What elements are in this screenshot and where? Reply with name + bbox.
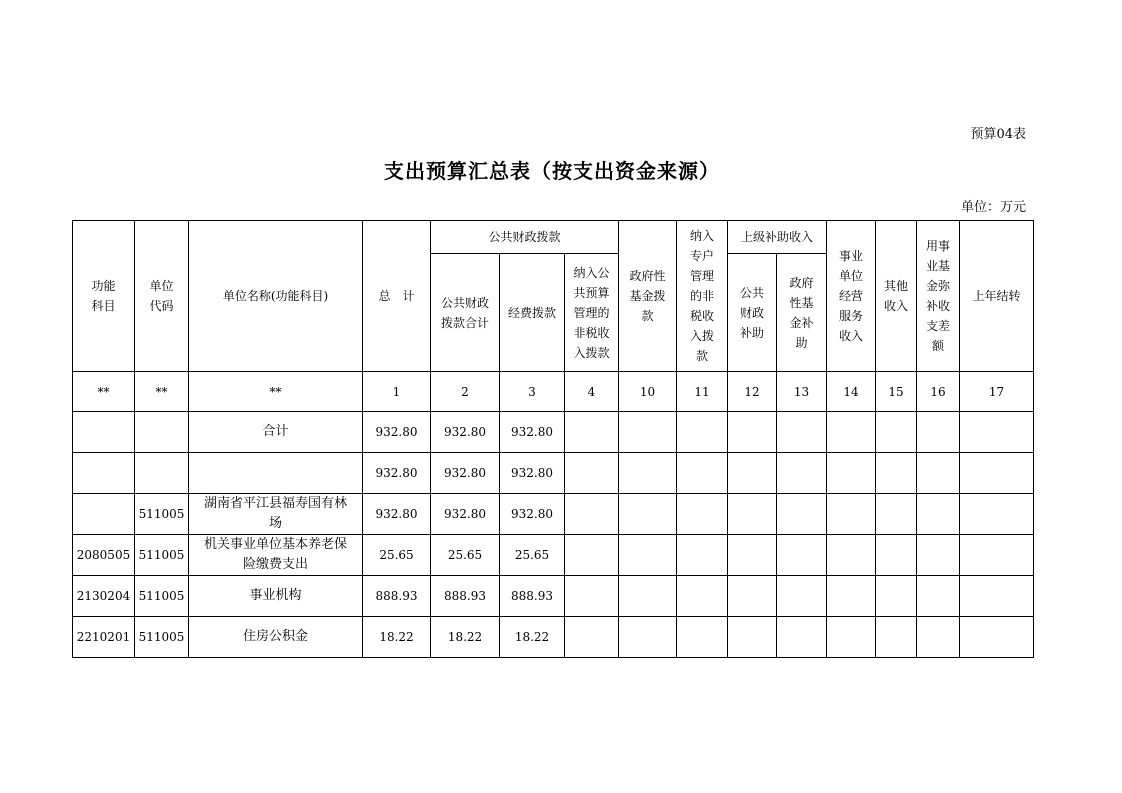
cell-code: 511005 — [135, 494, 189, 535]
header-gov-fund: 政府性 基金拨 款 — [619, 221, 677, 372]
cell-empty — [777, 494, 827, 535]
cell-empty — [827, 617, 876, 658]
cell-empty — [917, 453, 960, 494]
cell-empty — [917, 412, 960, 453]
cell-pf_total: 932.80 — [431, 494, 500, 535]
cell-empty — [677, 576, 728, 617]
cell-op: 932.80 — [500, 453, 565, 494]
cell-empty — [917, 494, 960, 535]
cell-empty — [677, 412, 728, 453]
budget-table — [72, 220, 1034, 658]
cell-empty — [565, 494, 619, 535]
cell-pf_total: 18.22 — [431, 617, 500, 658]
cell-empty — [619, 576, 677, 617]
index-cell: 4 — [565, 372, 619, 412]
cell-name — [189, 617, 363, 658]
header-public-finance-subsidy: 公共 财政 补助 — [728, 254, 777, 372]
cell-name-text: 事业机构 — [249, 588, 302, 603]
index-cell: 1 — [363, 372, 431, 412]
cell-func — [73, 494, 135, 535]
table-row — [73, 535, 1034, 576]
index-cell: 12 — [728, 372, 777, 412]
table-row — [73, 576, 1034, 617]
cell-empty — [619, 453, 677, 494]
cell-empty — [876, 494, 917, 535]
cell-name-text: 住房公积金 — [242, 629, 308, 644]
header-fund-balance: 用事 业基 金弥 补收 支差 额 — [917, 221, 960, 372]
table-row — [73, 494, 1034, 535]
cell-empty — [619, 494, 677, 535]
cell-empty — [960, 617, 1034, 658]
cell-total: 932.80 — [363, 412, 431, 453]
cell-empty — [960, 535, 1034, 576]
header-unit-name: 单位名称(功能科目) — [189, 221, 363, 372]
cell-op: 932.80 — [500, 494, 565, 535]
cell-empty — [827, 535, 876, 576]
cell-op: 888.93 — [500, 576, 565, 617]
cell-empty — [827, 576, 876, 617]
cell-empty — [777, 535, 827, 576]
form-number: 预算04表 — [970, 127, 1026, 142]
cell-code: 511005 — [135, 576, 189, 617]
cell-empty — [827, 453, 876, 494]
cell-empty — [777, 576, 827, 617]
header-row-1 — [73, 221, 1034, 254]
cell-total: 25.65 — [363, 535, 431, 576]
cell-empty — [960, 453, 1034, 494]
cell-func: 2130204 — [73, 576, 135, 617]
cell-pf_total: 888.93 — [431, 576, 500, 617]
cell-name — [189, 576, 363, 617]
cell-empty — [876, 453, 917, 494]
header-last-year-carryover: 上年结转 — [960, 221, 1034, 372]
header-unit-code: 单位 代码 — [135, 221, 189, 372]
header-public-finance: 公共财政拨款 — [431, 221, 619, 254]
index-row — [73, 372, 1034, 412]
cell-total: 888.93 — [363, 576, 431, 617]
unit-label: 单位：万元 — [960, 200, 1026, 215]
index-cell: ** — [73, 372, 135, 412]
cell-empty — [777, 453, 827, 494]
cell-code — [135, 453, 189, 494]
page-title: 支出预算汇总表（按支出资金来源） — [384, 159, 720, 183]
cell-empty — [960, 576, 1034, 617]
cell-empty — [827, 412, 876, 453]
cell-code — [135, 412, 189, 453]
index-cell: 13 — [777, 372, 827, 412]
cell-pf_total: 932.80 — [431, 453, 500, 494]
cell-empty — [619, 617, 677, 658]
cell-name — [189, 535, 363, 576]
table-row — [73, 617, 1034, 658]
header-superior-subsidy: 上级补助收入 — [728, 221, 827, 254]
index-cell: 14 — [827, 372, 876, 412]
cell-empty — [565, 453, 619, 494]
cell-code: 511005 — [135, 617, 189, 658]
cell-empty — [827, 494, 876, 535]
header-special-account: 纳入 专户 管理 的非 税收 入拨 款 — [677, 221, 728, 372]
cell-empty — [677, 494, 728, 535]
index-cell: 2 — [431, 372, 500, 412]
cell-empty — [565, 535, 619, 576]
index-cell: 17 — [960, 372, 1034, 412]
index-cell: 11 — [677, 372, 728, 412]
cell-empty — [619, 412, 677, 453]
cell-total: 932.80 — [363, 494, 431, 535]
cell-empty — [917, 617, 960, 658]
header-gov-fund-subsidy: 政府 性基 金补 助 — [777, 254, 827, 372]
header-public-finance-total: 公共财政 拨款合计 — [431, 254, 500, 372]
cell-code: 511005 — [135, 535, 189, 576]
cell-empty — [777, 412, 827, 453]
cell-empty — [677, 617, 728, 658]
index-cell: 3 — [500, 372, 565, 412]
cell-op: 18.22 — [500, 617, 565, 658]
cell-pf_total: 932.80 — [431, 412, 500, 453]
header-other-income: 其他 收入 — [876, 221, 917, 372]
cell-empty — [876, 576, 917, 617]
cell-empty — [876, 535, 917, 576]
cell-empty — [960, 494, 1034, 535]
header-business-income: 事业 单位 经营 服务 收入 — [827, 221, 876, 372]
cell-empty — [728, 494, 777, 535]
header-operating-funds: 经费拨款 — [500, 254, 565, 372]
cell-empty — [876, 617, 917, 658]
cell-name-text: 机关事业单位基本养老保 险缴费支出 — [203, 537, 347, 572]
index-cell: 10 — [619, 372, 677, 412]
cell-empty — [565, 617, 619, 658]
cell-name — [189, 494, 363, 535]
cell-empty — [728, 576, 777, 617]
cell-empty — [677, 535, 728, 576]
cell-empty — [960, 412, 1034, 453]
cell-func — [73, 453, 135, 494]
cell-empty — [917, 535, 960, 576]
cell-pf_total: 25.65 — [431, 535, 500, 576]
cell-empty — [728, 617, 777, 658]
table-row — [73, 453, 1034, 494]
cell-total: 932.80 — [363, 453, 431, 494]
cell-empty — [677, 453, 728, 494]
cell-empty — [565, 576, 619, 617]
table-row — [73, 412, 1034, 453]
cell-name — [189, 453, 363, 494]
cell-empty — [728, 412, 777, 453]
cell-empty — [777, 617, 827, 658]
cell-empty — [917, 576, 960, 617]
cell-op: 25.65 — [500, 535, 565, 576]
index-cell: 16 — [917, 372, 960, 412]
cell-name-text: 合计 — [262, 424, 289, 439]
cell-func: 2210201 — [73, 617, 135, 658]
cell-name — [189, 412, 363, 453]
header-func-subject: 功能 科目 — [73, 221, 135, 372]
cell-total: 18.22 — [363, 617, 431, 658]
index-cell: ** — [189, 372, 363, 412]
header-nontax-in-budget: 纳入公 共预算 管理的 非税收 入拨款 — [565, 254, 619, 372]
cell-empty — [876, 412, 917, 453]
index-cell: ** — [135, 372, 189, 412]
cell-empty — [565, 412, 619, 453]
cell-empty — [728, 535, 777, 576]
cell-op: 932.80 — [500, 412, 565, 453]
cell-name-text: 湖南省平江县福寿国有林 场 — [203, 496, 347, 531]
cell-func: 2080505 — [73, 535, 135, 576]
cell-empty — [728, 453, 777, 494]
data-rows — [73, 412, 1034, 658]
cell-func — [73, 412, 135, 453]
index-cell: 15 — [876, 372, 917, 412]
cell-empty — [619, 535, 677, 576]
header-total: 总 计 — [363, 221, 431, 372]
